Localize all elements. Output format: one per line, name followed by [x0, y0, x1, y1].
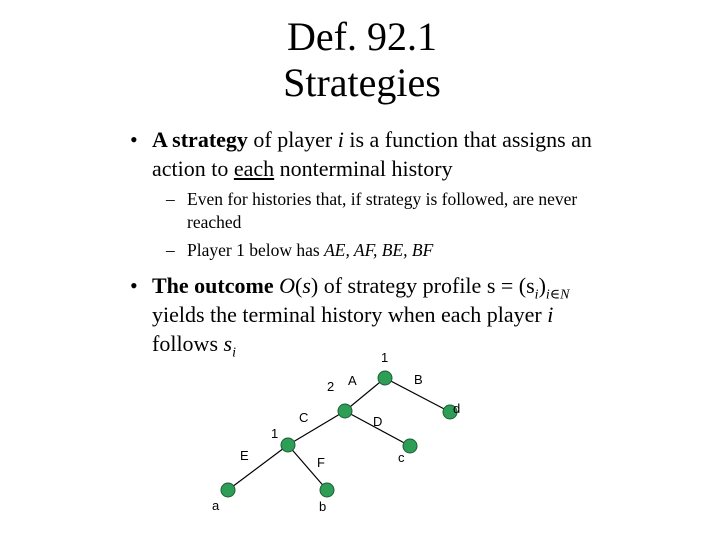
follows-s: s [223, 331, 233, 356]
edge-E [228, 445, 288, 490]
label-action-D: D [373, 414, 383, 429]
bullet-2-text-a: of strategy profile s = (s [318, 273, 535, 298]
label-action-E: E [240, 448, 249, 463]
tree-nodes [221, 371, 457, 497]
bullet-marker-2: • [130, 273, 138, 298]
node-player-1-low [281, 438, 295, 452]
bullet-1-text-a: of player [247, 127, 338, 152]
sub-bullet-1-line-1: Even for histories that, if strategy is followed, are never [187, 189, 578, 209]
tree-edges [228, 378, 450, 490]
bullet-1-text-c: action to [152, 156, 234, 181]
sub-bullet-1-line-2: reached [187, 212, 242, 232]
label-action-A: A [348, 373, 357, 388]
label-action-B: B [414, 372, 423, 387]
strategy-term: A strategy [152, 127, 248, 152]
strategy-list: AE, AF, BE, BF [324, 240, 434, 260]
bullet-1-text-b: is a function that assigns an [343, 127, 592, 152]
sub-dash-1: – [166, 189, 175, 209]
bullet-marker-1: • [130, 127, 138, 152]
player-i-2: i [547, 302, 554, 327]
title-line-1: Def. 92.1 [287, 14, 437, 59]
subscript-i: i [534, 287, 539, 303]
label-outcome-b: b [319, 499, 327, 514]
label-outcome-c: c [398, 450, 405, 465]
player-i: i [337, 127, 344, 152]
paren-close: ) [310, 273, 319, 298]
label-outcome-d: d [453, 401, 461, 416]
each-underlined: each [233, 156, 275, 181]
node-root [378, 371, 392, 385]
outcome-term: The outcome [152, 273, 274, 298]
paren-close-2: ) [538, 273, 546, 298]
node-c [403, 439, 417, 453]
follows-s-subscript: i [232, 345, 236, 361]
node-player-2 [338, 404, 352, 418]
outcome-s: s [302, 273, 311, 298]
tree-labels [212, 350, 460, 514]
subscript-i-in-n: i∈N [545, 287, 570, 303]
bullet-2-text-b: yields the terminal history when each player [152, 302, 548, 327]
bullet-2-text-c: follows [152, 331, 224, 356]
outcome-o: O [279, 273, 295, 298]
label-player-low: 1 [271, 426, 279, 441]
edge-C [288, 411, 345, 445]
label-player-top: 1 [381, 350, 389, 365]
node-b [320, 483, 334, 497]
label-action-C: C [299, 410, 309, 425]
sub-dash-2: – [166, 240, 175, 260]
paren-open: ( [294, 273, 303, 298]
node-a [221, 483, 235, 497]
sub-bullet-2-text: Player 1 below has [187, 240, 325, 260]
label-outcome-a: a [212, 498, 220, 513]
bullet-1-text-d: nonterminal history [274, 156, 453, 181]
label-player-2: 2 [327, 379, 335, 394]
title-line-2: Strategies [283, 60, 441, 105]
label-action-F: F [317, 455, 325, 470]
